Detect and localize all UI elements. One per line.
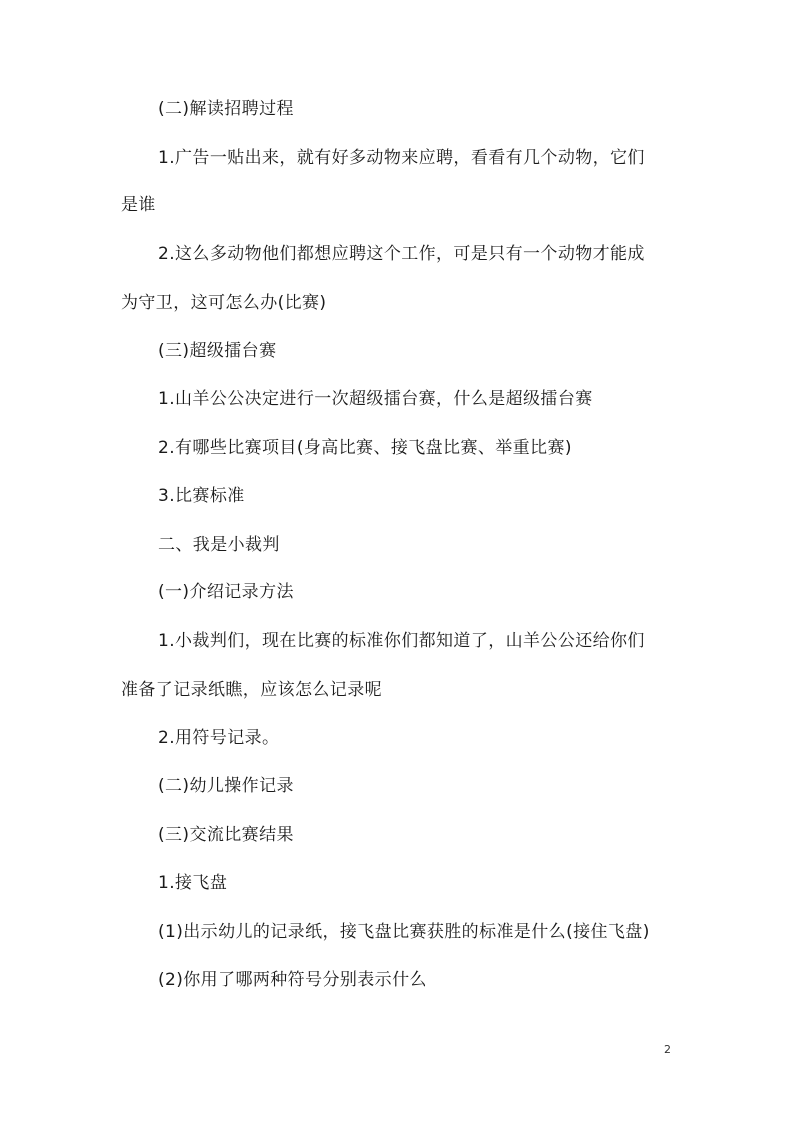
paragraph-line: 1.接飞盘 bbox=[158, 873, 228, 893]
paragraph-line: 1.山羊公公决定进行一次超级擂台赛，什么是超级擂台赛 bbox=[158, 389, 593, 409]
paragraph-line: 2.这么多动物他们都想应聘这个工作，可是只有一个动物才能成 bbox=[158, 244, 645, 264]
page-number: 2 bbox=[664, 1043, 671, 1056]
paragraph-line: 是谁 bbox=[121, 195, 156, 215]
paragraph-line: 2.用符号记录。 bbox=[158, 728, 280, 748]
paragraph-line: 3.比赛标准 bbox=[158, 486, 245, 506]
paragraph-line: (1)出示幼儿的记录纸，接飞盘比赛获胜的标准是什么(接住飞盘) bbox=[158, 922, 650, 942]
section-heading: (一)介绍记录方法 bbox=[158, 582, 294, 602]
section-heading: (三)交流比赛结果 bbox=[158, 825, 294, 845]
section-heading: (二)解读招聘过程 bbox=[158, 99, 294, 119]
paragraph-line: 1.广告一贴出来，就有好多动物来应聘，看看有几个动物，它们 bbox=[158, 148, 645, 168]
paragraph-line: 1.小裁判们，现在比赛的标准你们都知道了，山羊公公还给你们 bbox=[158, 631, 645, 651]
paragraph-line: (2)你用了哪两种符号分别表示什么 bbox=[158, 970, 427, 990]
paragraph-line: 准备了记录纸瞧，应该怎么记录呢 bbox=[121, 680, 382, 700]
section-heading: 二、我是小裁判 bbox=[158, 535, 280, 555]
paragraph-line: 为守卫，这可怎么办(比赛) bbox=[121, 293, 327, 313]
section-heading: (二)幼儿操作记录 bbox=[158, 776, 294, 796]
paragraph-line: 2.有哪些比赛项目(身高比赛、接飞盘比赛、举重比赛) bbox=[158, 438, 572, 458]
section-heading: (三)超级擂台赛 bbox=[158, 341, 277, 361]
